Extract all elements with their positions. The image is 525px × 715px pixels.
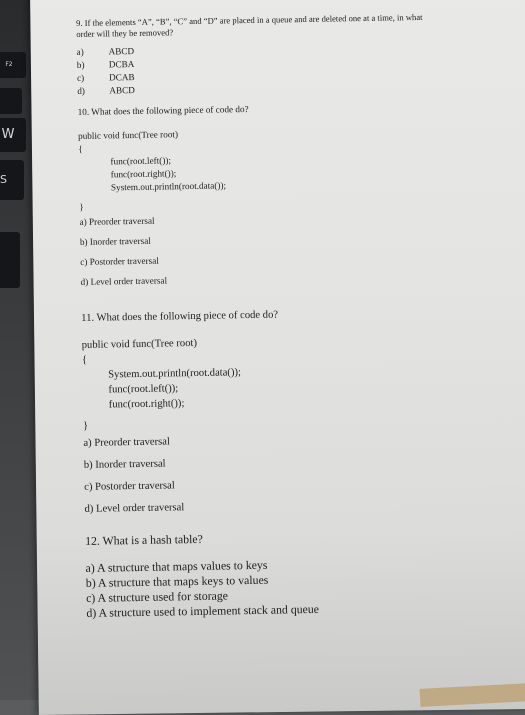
question-10-title: 10. What does the following piece of code do? [77, 104, 249, 117]
question-12-title: 12. What is a hash table? [85, 531, 203, 548]
option-item: b) Inorder traversal [79, 235, 151, 247]
option-row: b) DCBA [76, 58, 135, 70]
question-9-title-cont: order will they be removed? [76, 27, 174, 39]
option-item: d) Level order traversal [84, 502, 185, 515]
code-line: func(root.left()); [108, 383, 179, 396]
question-11-title: 11. What does the following piece of code do? [81, 309, 279, 324]
code-line: { [81, 354, 88, 366]
option-row: c) DCAB [76, 71, 135, 83]
option-row: a) ABCD [76, 45, 135, 57]
question-9-title: 9. If the elements “A”, “B”, “C” and “D” are placed in a queue and are deleted one at a time, in what [76, 11, 423, 28]
option-item: b) A structure that maps keys to values [85, 572, 269, 590]
code-line: } [79, 201, 84, 212]
keyboard-key-s: S [0, 160, 24, 200]
option-row: d) ABCD [77, 84, 135, 96]
code-line: System.out.println(root.data()); [110, 180, 227, 193]
question-9-options [76, 45, 134, 98]
question-10-options [79, 214, 167, 295]
code-line: public void func(Tree root) [81, 337, 198, 351]
option-item: c) A structure used for storage [86, 588, 229, 605]
option-item: d) Level order traversal [80, 275, 168, 287]
code-line: func(root.right()); [108, 398, 185, 411]
question-10-code [78, 127, 227, 214]
code-line: System.out.println(root.data()); [108, 367, 242, 381]
option-item: d) A structure used to implement stack and queue [86, 601, 320, 620]
option-item: a) Preorder traversal [83, 436, 170, 449]
keyboard-key-w: W [0, 118, 26, 152]
question-12-options [85, 557, 319, 621]
code-line: public void func(Tree root) [77, 129, 179, 141]
question-11-options [83, 434, 184, 524]
option-item: a) A structure that maps values to keys [85, 557, 268, 575]
option-item: c) Postorder traversal [80, 255, 159, 267]
option-item: a) Preorder traversal [79, 215, 155, 227]
option-item: c) Postorder traversal [84, 480, 175, 493]
keyboard-key-f2: F2 [0, 52, 26, 78]
keyboard-key-blank [0, 88, 22, 114]
option-item: b) Inorder traversal [83, 458, 166, 471]
question-11-code [82, 335, 242, 434]
code-line: func(root.left()); [110, 155, 172, 167]
code-line: { [78, 143, 83, 154]
code-line: func(root.right()); [110, 168, 177, 180]
code-line: } [83, 420, 89, 432]
keyboard-key-lower [0, 232, 20, 288]
